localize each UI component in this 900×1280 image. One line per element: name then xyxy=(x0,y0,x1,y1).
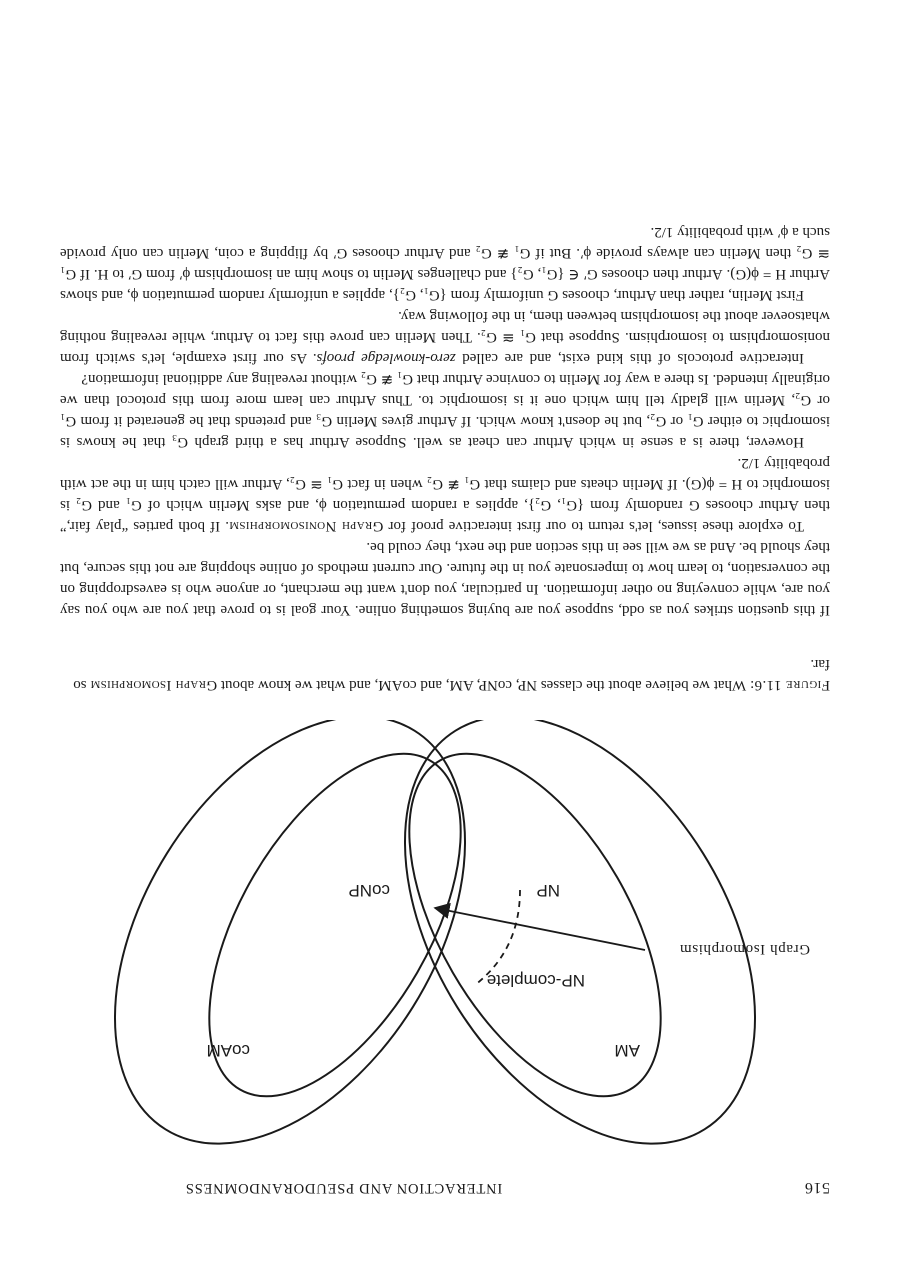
paragraph-2-text: To explore these issues, let's return to our first interactive proof for xyxy=(383,518,804,534)
figure-caption xyxy=(60,653,830,695)
paragraph-2-text-cont: . If both parties “play fair,” then Arthur chooses G randomly from {G₁, G₂}, applies a random permutation ϕ, and asks Merlin which of G₁ and G₂ is isomorphic to H = ϕ(G). If Merlin cheats and claims that G₁ ≇ G₂ when in fact G₁ ≅ G₂, Arthur will catch him in the act with probability 1/2. xyxy=(60,455,830,534)
zero-knowledge-term: zero-knowledge proofs xyxy=(316,350,456,366)
venn-figure xyxy=(60,720,830,1160)
graph-isomorphism-label: Graph Isomorphism xyxy=(679,941,810,957)
np-label: NP xyxy=(536,881,560,900)
graph-isomorphism-arrow xyxy=(435,908,645,950)
paragraph-4 xyxy=(60,305,830,368)
caption-term: Graph Isomorphism xyxy=(90,677,218,693)
caption-text: What we believe about the classes NP, coNP, AM, and coAM, and what we know about xyxy=(217,677,750,693)
complexity-class-diagram xyxy=(60,720,830,1160)
conp-label: coNP xyxy=(348,881,390,900)
am-label: AM xyxy=(614,1041,640,1060)
paragraph-4-text: Interactive protocols of this kind exist, and are called xyxy=(455,350,804,366)
caption-text-end: so far. xyxy=(73,656,830,693)
body-text xyxy=(60,221,830,620)
conp-region xyxy=(158,720,513,1137)
paragraph-4-text-cont: . As our first example, let's switch from nonisomorphism to isomorphism. Suppose that G₁ ≅ G₂. Then Merlin can prove this fact to Arthur, while revealing nothing whatsoever about the isomorphism between them, in the following way. xyxy=(59,308,830,366)
paragraph-5: First Merlin, rather than Arthur, chooses G uniformly from {G₁, G₂}, applies a uniformly random permutation ϕ, and shows Arthur H = ϕ(G). Arthur then chooses G′ ∈ {G₁, G₂} and challenges Merlin to show him an isomorphism ϕ′ from G′ to H. If G₁ ≅ G₂ then Merlin can always provide ϕ′. But if G₁ ≇ G₂ and Arthur chooses G′ by flipping a coin, Merlin can only provide such a ϕ′ with probability 1/2. xyxy=(60,224,830,303)
coam-region xyxy=(60,720,537,1160)
page-number: 516 xyxy=(804,1179,830,1196)
np-complete-label: NP-complete xyxy=(486,971,585,990)
figure-number: Figure 11.6: xyxy=(749,677,830,693)
graph-nonisomorphism-term: Graph Nonisomorphism xyxy=(228,518,384,534)
paragraph-1: If this question strikes you as odd, suppose you are buying something online. Your goal is to prove that you are who you say you are, while conveying no other information. In particular, you don't want the merchant, or anyone who is eavesdropping on the conversation, to learn how to impersonate you in the future. Our current methods of online shopping are not this secure, but they should be. And as we will see in this section and the next, they could be. xyxy=(60,539,830,618)
running-title: INTERACTION AND PSEUDORANDOMNESS xyxy=(185,1180,503,1196)
running-header xyxy=(75,1172,830,1196)
coam-label: coAM xyxy=(206,1041,250,1060)
paragraph-2 xyxy=(60,452,830,536)
paragraph-3: However, there is a sense in which Arthur can cheat as well. Suppose Arthur has a third graph G₃ that he knows is isomorphic to either G₁ or G₂, but he doesn't know which. If Arthur gives Merlin G₃ and pretends that he generated it from G₁ or G₂, Merlin will gladly tell him which one it is isomorphic to. Thus Arthur can learn more from this protocol than we originally intended. Is there a way for Merlin to convince Arthur that G₁ ≇ G₂ without revealing any additional information? xyxy=(60,371,830,450)
am-region xyxy=(333,720,828,1160)
